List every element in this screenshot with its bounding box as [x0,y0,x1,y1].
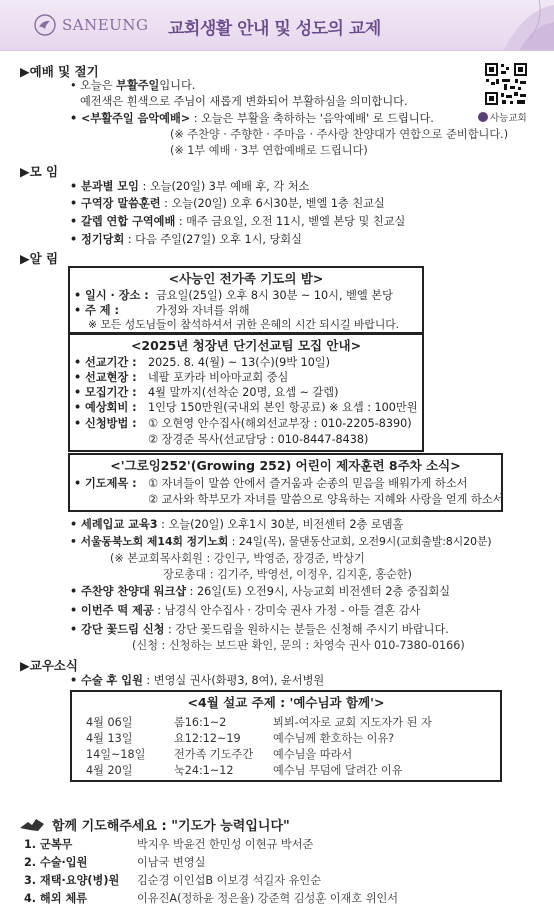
worship-line-2: 예전색은 흰색으로 주님이 새롭게 변화되어 부활하심을 의미합니다. [80,95,408,108]
page-header [0,0,554,51]
box-row-label: • 선교현장 : [74,371,137,384]
prayer-heading: 함께 기도해주세요 : "기도가 능력입니다" [18,815,290,834]
box-row-text: 네팔 포카라 비아마교회 중심 [148,371,289,384]
box-row-label: • 예상회비 : [74,401,137,414]
worship-line-3: • <부활주일 음악예배> : 오늘은 부활을 축하하는 '음악예배' 로 드립니다. [70,112,434,125]
notice-item: • 강단 꽃드림 신청 : 강단 꽃드림을 원하시는 분들은 신청해 주시기 바랍니다. [70,623,449,636]
box-row-text: ① 자녀들이 말씀 안에서 즐거움과 순종의 믿음을 배워가게 하소서 [148,477,468,490]
box-title: <2025년 청장년 단기선교팀 모집 안내> [130,338,362,353]
box-row-label: • 신청방법 : [74,417,137,430]
worship-line-1: • 오늘은 부활주일입니다. [70,79,196,92]
page-title: 교회생활 안내 및 성도의 교제 [168,19,381,39]
meeting-item: • 구역장 말씀훈련 : 오늘(20일) 오후 6시30분, 벧엘 1층 친교실 [70,197,385,210]
notice-item: • 주찬양 찬양대 워크샵 : 26일(토) 오전9시, 사능교회 비전센터 2층 중집회실 [70,585,451,598]
meeting-item: • 갈렙 연합 구역예배 : 매주 금요일, 오전 11시, 벧엘 본당 및 친교실 [70,215,406,228]
box-row-label: • 선교기간 : [74,356,137,369]
notice-sub: (※ 본교회목사회원 : 강인구, 박영준, 장경준, 박상기 [110,552,365,565]
notice-item: • 이번주 떡 제공 : 남경식 안수집사 · 강미숙 권사 가정 - 아들 결혼 감사 [70,604,421,617]
box-row-text: 4월 말까지(선착순 20명, 요셉 ~ 갈렙) [148,386,339,399]
sermon-title: <4월 설교 주제 : '예수님과 함께'> [187,695,385,710]
box-row-text: 1인당 150만원(국내외 본인 항공료) ※ 요셉 : 100만원 [148,401,418,414]
notice-sub: (신청 : 신청하는 보드판 확인, 문의 : 차영숙 권사 010-7380-0166) [132,639,465,652]
sermon-box: <4월 설교 주제 : '예수님과 함께'> 4월 06일 롬16:1~2 뵈뵈-여자로 교회 지도자가 된 자 4월 13일 요12:12~19 예수님께 환호하는 이유? 14일~18일 전가족 기도주간 예수님을 따라서 4월 20일 눅24:1~12 예수님 무덤에 달려간 이유 [70,690,502,782]
worship-note-2: (※ 1부 예배 · 3부 연합예배로 드립니다) [170,144,368,157]
church-badge-icon [478,112,488,122]
member-item: • 수술 후 입원 : 변영실 권사(화평3, 8여), 윤서병원 [70,674,325,687]
section-heading-members: ▶교우소식 [20,658,78,673]
mission-team-box [68,333,424,452]
section-heading-worship: ▶예배 및 절기 [20,64,99,79]
box-row-text: 금요일(25일) 오후 8시 30분 ~ 10시, 벧엘 본당 [156,289,393,302]
box-row-text: 2025. 8. 4(월) ~ 13(수)(9박 10일) [148,356,330,369]
dove-logo-icon [34,14,56,36]
prayer-row: 2. 수술·입원 이남국 변영실 [24,856,206,869]
prayer-night-box [68,266,424,334]
leaf-decoration-icon [444,0,554,50]
praying-hands-icon [18,816,46,834]
prayer-row: 1. 군복무 박지우 박윤건 한민성 이현규 박서준 [24,838,314,851]
growing-252-box [68,453,503,512]
box-note: ※ 모든 성도님들이 참석하셔서 귀한 은혜의 시간 되시길 바랍니다. [88,318,400,331]
box-row: • 주 제 : [74,304,119,317]
logo-text: SANEUNG [62,16,149,34]
meeting-item: • 분과별 모임 : 오늘(20일) 3부 예배 후, 각 처소 [70,180,310,193]
box-title: <'그로잉252'(Growing 252) 어린이 제자훈련 8주차 소식> [110,458,461,473]
box-row-text: ② 장경준 목사(선교담당 : 010-8447-8438) [148,433,369,446]
church-logo [34,14,148,36]
box-row: • 일시 · 장소 : [74,289,149,302]
section-heading-notices: ▶알 림 [20,251,59,266]
box-title: <사능인 전가족 기도의 밤> [168,271,324,286]
box-row-text: ① 오현영 안수집사(해외선교부장 : 010-2205-8390) [148,417,412,430]
notice-item: • 서울동북노회 제14회 정기노회 : 24일(목), 물댄동산교회, 오전9시(교회출발:8시20분) [70,535,492,548]
qr-code-icon[interactable] [484,62,528,106]
box-row-label: • 모집기간 : [74,386,137,399]
qr-caption: 사능교회 [478,110,527,124]
meeting-item: • 정기당회 : 다음 주일(27일) 오후 1시, 당회실 [70,233,302,246]
box-row-text: 가정와 자녀를 위해 [156,304,250,317]
notice-sub: 장로총대 : 김기주, 박영선, 이정우, 김지훈, 홍순한) [163,568,413,581]
prayer-row: 4. 해외 체류 이유진A(정하윤 정은율) 강준혁 김성훈 이재호 위인서 [24,892,399,905]
box-row-text: ② 교사와 학부모가 자녀를 말씀으로 양육하는 지혜와 사랑을 얻게 하소서 [148,493,504,506]
box-row-label: • 기도제목 : [74,477,137,490]
prayer-row: 3. 재택·요양(병)원 김순경 이인섭B 이보경 석길자 유인순 [24,874,322,887]
section-heading-meetings: ▶모 임 [20,164,59,179]
notice-item: • 세례입교 교육3 : 오늘(20일) 오후1시 30분, 비전센터 2층 로뎀홀 [70,518,404,531]
worship-note-1: (※ 주찬양 · 주향한 · 주마음 · 주사랑 찬양대가 연합으로 준비합니다.) [170,128,509,141]
